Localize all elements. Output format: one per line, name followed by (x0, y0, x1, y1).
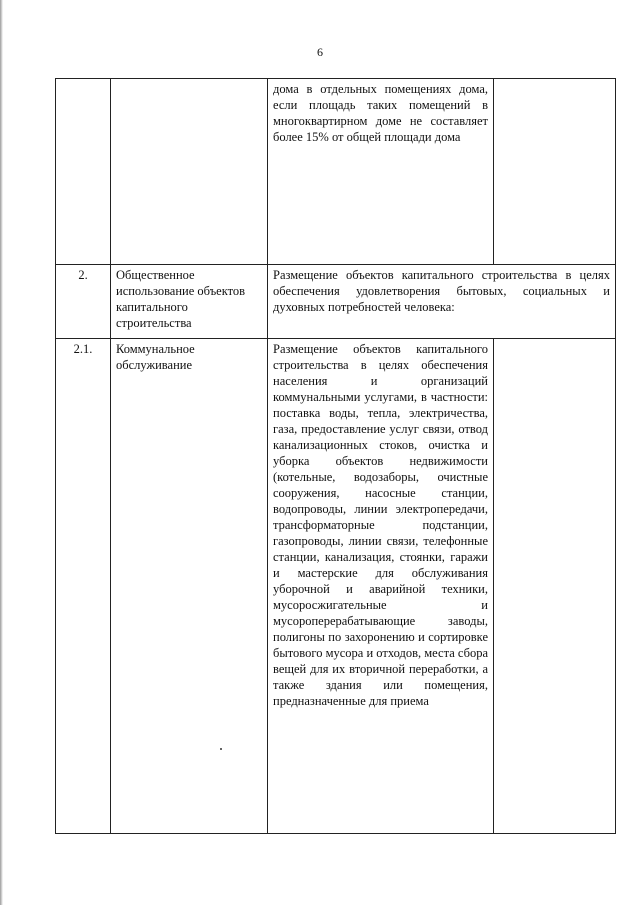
page-number: 6 (317, 45, 323, 59)
scan-speck (220, 748, 222, 750)
table-row (56, 265, 616, 339)
row-number-cell (56, 79, 111, 265)
use-name-cell (111, 79, 268, 265)
description-cell: дома в отдельных помещениях дома, если площадь таких помещений в многоквартирном доме не составляет более 15% от общей площади дома (268, 79, 494, 265)
use-name-cell: Общественное использование объектов капитального строительства (111, 265, 268, 339)
description-cell: Размещение объектов капитального строительства в целях обеспечения населения и организаций коммунальными услугами, в частности: поставка воды, тепла, электричества, газа, предоставление услуг связи, отвод канализационных стоков, очистка и уборка объектов недвижимости (котельные, водозаборы, очистные сооружения, насосные станции, водопроводы, линии электропередачи, трансформаторные подстанции, газопроводы, линии связи, телефонные станции, канализация, стоянки, гаражи и мастерские для обслуживания уборочной и аварийной техники, мусоросжигательные и мусороперерабатывающие заводы, полигоны по захоронению и сортировке бытового мусора и отходов, места сбора вещей для их вторичной переработки, а также здания или помещения, предназначенные для приема (268, 339, 494, 834)
land-use-table (55, 78, 616, 834)
code-cell (494, 79, 616, 265)
table-row (56, 79, 616, 265)
code-cell (494, 339, 616, 834)
row-number-cell: 2. (56, 265, 111, 339)
use-name-cell: Коммунальное обслуживание (111, 339, 268, 834)
description-cell: Размещение объектов капитального строительства в целях обеспечения удовлетворения бытовых, социальных и духовных потребностей человека: (268, 265, 616, 339)
table-row (56, 339, 616, 834)
scan-edge-shadow (0, 0, 3, 905)
row-number-cell: 2.1. (56, 339, 111, 834)
